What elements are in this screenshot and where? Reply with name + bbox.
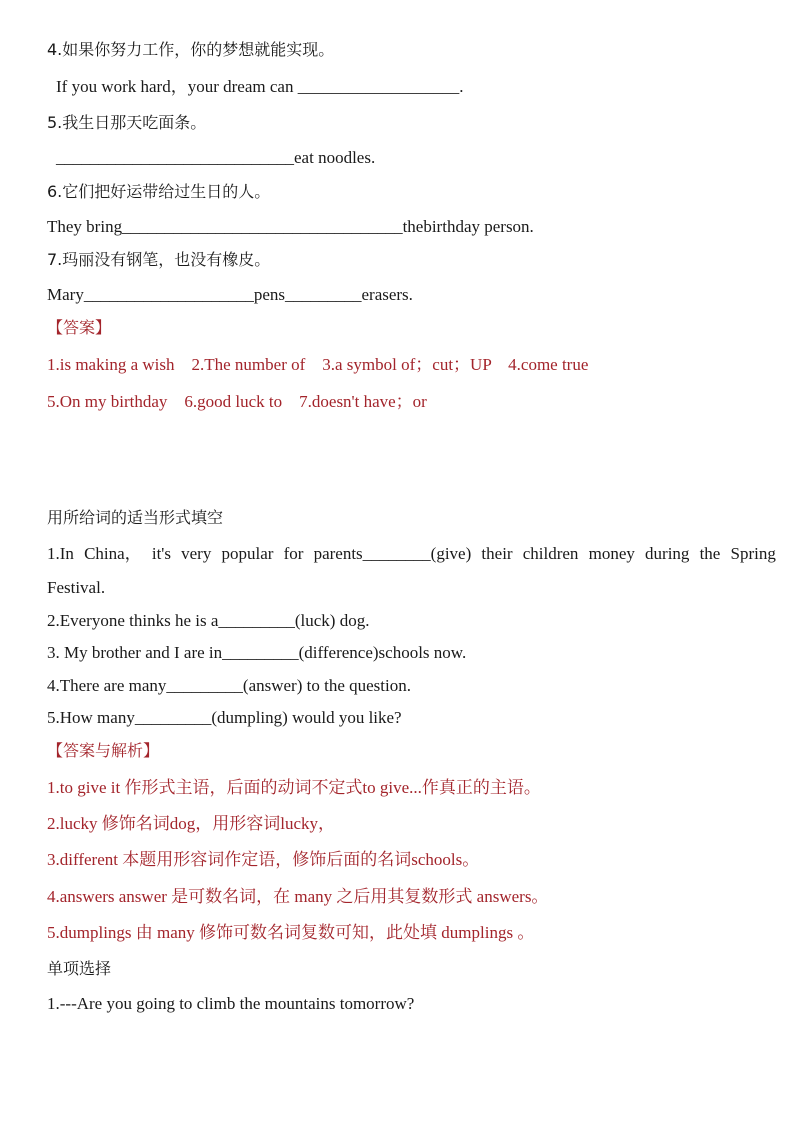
word: 1.In [47,544,74,563]
answers-line-2: 5.On my birthday 6.good luck to 7.doesn't have；or [47,392,427,411]
word: during [645,544,690,563]
word: it's [151,544,171,563]
question-5-chinese: 5.我生日那天吃面条。 [47,113,207,132]
word: children [522,544,579,563]
question-5-english: ____________________________eat noodles. [56,148,376,167]
question-7-chinese: 7.玛丽没有钢笔，也没有橡皮。 [47,250,271,269]
word: China， [84,544,142,563]
explanation-4: 4.answers answer 是可数名词，在 many 之后用其复数形式 answers。 [47,887,549,906]
fill-question-2: 2.Everyone thinks he is a_________(luck) dog. [47,611,370,630]
fill-question-1-line-2: Festival. [47,578,106,597]
section-heading-fill-blank: 用所给词的适当形式填空 [47,508,224,527]
answer-heading: 【答案】 [47,318,112,337]
fill-question-3: 3. My brother and I are in_________(difference)schools now. [47,643,467,662]
explanation-1: 1.to give it 作形式主语，后面的动词不定式to give...作真正的主语。 [47,778,541,797]
explanation-5: 5.dumplings 由 many 修饰可数名词复数可知，此处填 dumplings 。 [47,923,535,942]
question-6-chinese: 6.它们把好运带给过生日的人。 [47,182,271,201]
fill-question-5: 5.How many_________(dumpling) would you like? [47,708,402,727]
question-4-english: If you work hard，your dream can ___________________. [56,77,464,96]
word: money [588,544,635,563]
choice-question-1: 1.---Are you going to climb the mountains tomorrow? [47,994,415,1013]
answers-line-1: 1.is making a wish 2.The number of 3.a symbol of；cut；UP 4.come true [47,355,589,374]
explanation-3: 3.different 本题用形容词作定语，修饰后面的名词schools。 [47,850,480,869]
answer-analysis-heading: 【答案与解析】 [47,741,160,760]
word: their [481,544,513,563]
word: parents________(give) [313,544,472,563]
question-4-chinese: 4.如果你努力工作，你的梦想就能实现。 [47,40,335,59]
word: very [181,544,212,563]
question-6-english: They bring_________________________________thebirthday person. [47,217,534,236]
fill-question-4: 4.There are many_________(answer) to the question. [47,676,411,695]
word: Spring [730,544,776,563]
fill-question-1-line-1 [47,543,776,565]
question-7-english: Mary____________________pens_________erasers. [47,285,413,304]
word: the [699,544,721,563]
word: popular [221,544,274,563]
section-heading-multiple-choice: 单项选择 [47,959,112,978]
word: for [283,544,304,563]
explanation-2: 2.lucky 修饰名词dog，用形容词lucky， [47,814,336,833]
